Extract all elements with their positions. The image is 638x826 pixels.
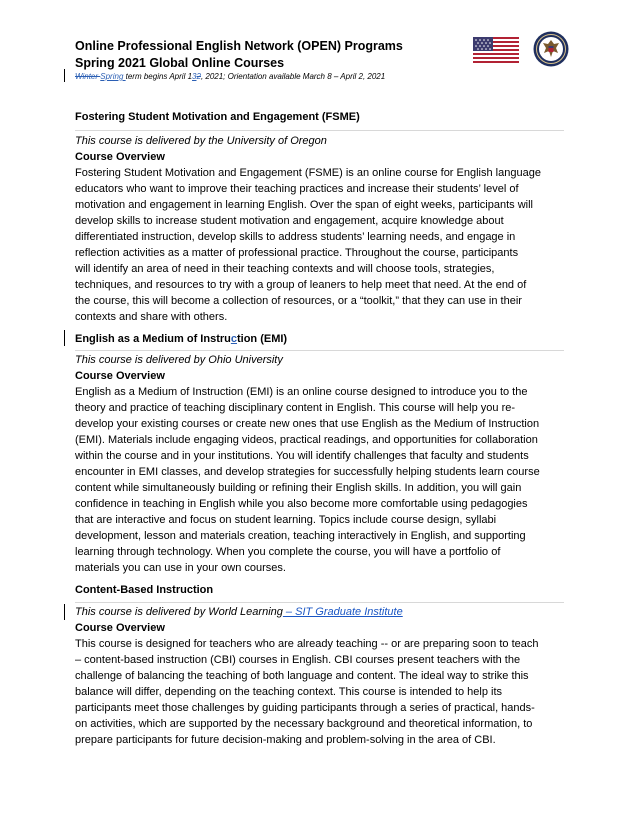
section-divider bbox=[75, 602, 564, 603]
body-line: This course is designed for teachers who are already teaching -- or are preparing soon to teach bbox=[75, 638, 539, 650]
body-line: learning through technology. When you complete the course, you will have a portfolio of bbox=[75, 546, 501, 558]
course-description-fsme bbox=[75, 165, 564, 325]
body-line: techniques, and resources to try with a group of leaners to help meet that need. At the end of bbox=[75, 279, 527, 291]
term-note-text-b: , 2021; Orientation available March 8 – April 2, 2021 bbox=[200, 72, 386, 81]
body-line: Fostering Student Motivation and Engagement (FSME) is an online course for English language bbox=[75, 167, 541, 179]
body-line: the course, this will become a collection of resources, or a “toolkit,” that they can use in their bbox=[75, 295, 522, 307]
deleted-season: Winter bbox=[75, 72, 101, 81]
us-flag-icon bbox=[473, 37, 519, 63]
revision-change-bar bbox=[64, 604, 65, 620]
course-title-emi-b: tion (EMI) bbox=[236, 333, 288, 345]
body-line: within the course and in your institutions. You will identify challenges that faculty and students bbox=[75, 450, 529, 462]
body-line: develop your existing courses or create new ones that use English as the Medium of Instruction bbox=[75, 418, 540, 430]
course-overview-label: Course Overview bbox=[75, 370, 165, 382]
body-line: that are interactive and focus on student learning. Topics include course design, syllabi bbox=[75, 514, 497, 526]
body-line: challenge of balancing the teaching of both language and content. The ideal way to strike this bbox=[75, 670, 529, 682]
inserted-season: Spring bbox=[100, 72, 126, 81]
inserted-digit: 3 bbox=[192, 72, 197, 81]
revision-change-bar bbox=[64, 69, 65, 82]
body-line: differentiated instruction, develop skills to address students’ learning needs, and engage in bbox=[75, 231, 516, 243]
sit-graduate-institute-link[interactable]: – SIT Graduate Institute bbox=[282, 606, 403, 618]
body-line: balance will differ, depending on the teaching context. This course is intended to help its bbox=[75, 686, 503, 698]
body-line: educators who want to improve their teaching practices and increase their students’ level of bbox=[75, 183, 519, 195]
section-divider bbox=[75, 130, 564, 131]
delivered-by-fsme: This course is delivered by the University of Oregon bbox=[75, 135, 327, 147]
body-line: (EMI). Materials include engaging videos, practical readings, and opportunities for collaboration bbox=[75, 434, 538, 446]
term-note-text-a: term begins April 1 bbox=[125, 72, 193, 81]
body-line: on activities, which are supported by the necessary background and theoretical information, to bbox=[75, 718, 533, 730]
delivered-by-emi: This course is delivered by Ohio University bbox=[75, 354, 283, 366]
body-line: theory and practice of teaching disciplinary content in English. This course will help you re- bbox=[75, 402, 516, 414]
course-title-emi bbox=[75, 332, 287, 347]
course-title-fsme: Fostering Student Motivation and Engagement (FSME) bbox=[75, 111, 360, 123]
body-line: prepare participants for future decision-making and problem-solving in the area of CBI. bbox=[75, 734, 496, 746]
delivered-by-cbi-text: This course is delivered by World Learning bbox=[75, 606, 283, 618]
body-line: encounter in EMI classes, and develop strategies for successfully helping students learn course bbox=[75, 466, 540, 478]
body-line: materials you can use in your own courses. bbox=[75, 562, 286, 574]
document-title: Online Professional English Network (OPEN) Programs bbox=[75, 39, 403, 53]
body-line: English as a Medium of Instruction (EMI) is an online course designed to introduce you to the bbox=[75, 386, 528, 398]
department-of-state-seal-icon bbox=[533, 31, 569, 67]
course-overview-label: Course Overview bbox=[75, 622, 165, 634]
body-line: participants meet those challenges by guiding participants through a series of practical, hands- bbox=[75, 702, 535, 714]
term-note bbox=[75, 71, 385, 82]
course-description-emi bbox=[75, 384, 564, 576]
course-title-cbi: Content-Based Instruction bbox=[75, 584, 214, 596]
course-description-cbi bbox=[75, 636, 564, 748]
course-title-emi-a: English as a Medium of Instru bbox=[75, 333, 231, 345]
document-subtitle: Spring 2021 Global Online Courses bbox=[75, 56, 285, 70]
body-line: motivation and engagement in learning English. Over the span of eight weeks, participants will bbox=[75, 199, 533, 211]
body-line: contexts and share with others. bbox=[75, 311, 228, 323]
body-line: – content-based instruction (CBI) courses in English. CBI courses present teachers with the bbox=[75, 654, 521, 666]
body-line: confidence in teaching in English while you also become more comfortable using pedagogies bbox=[75, 498, 528, 510]
delivered-by-cbi bbox=[75, 605, 403, 620]
section-divider bbox=[75, 350, 564, 351]
revision-change-bar bbox=[64, 330, 65, 346]
body-line: develop skills to increase student motivation and engagement, acquire knowledge about bbox=[75, 215, 504, 227]
body-line: development, lesson and materials creation, teaching interactively in English, and supporting bbox=[75, 530, 526, 542]
course-overview-label: Course Overview bbox=[75, 151, 165, 163]
body-line: will identify an area of need in their teaching contexts and will choose tools, strategies, bbox=[75, 263, 495, 275]
inserted-letter: c bbox=[230, 333, 237, 345]
body-line: reflection activities as a matter of professional practice. Throughout the course, participants bbox=[75, 247, 519, 259]
body-line: content while simultaneously building or refining their English skills. In addition, you will gain bbox=[75, 482, 522, 494]
deleted-digit: 2 bbox=[196, 72, 201, 81]
